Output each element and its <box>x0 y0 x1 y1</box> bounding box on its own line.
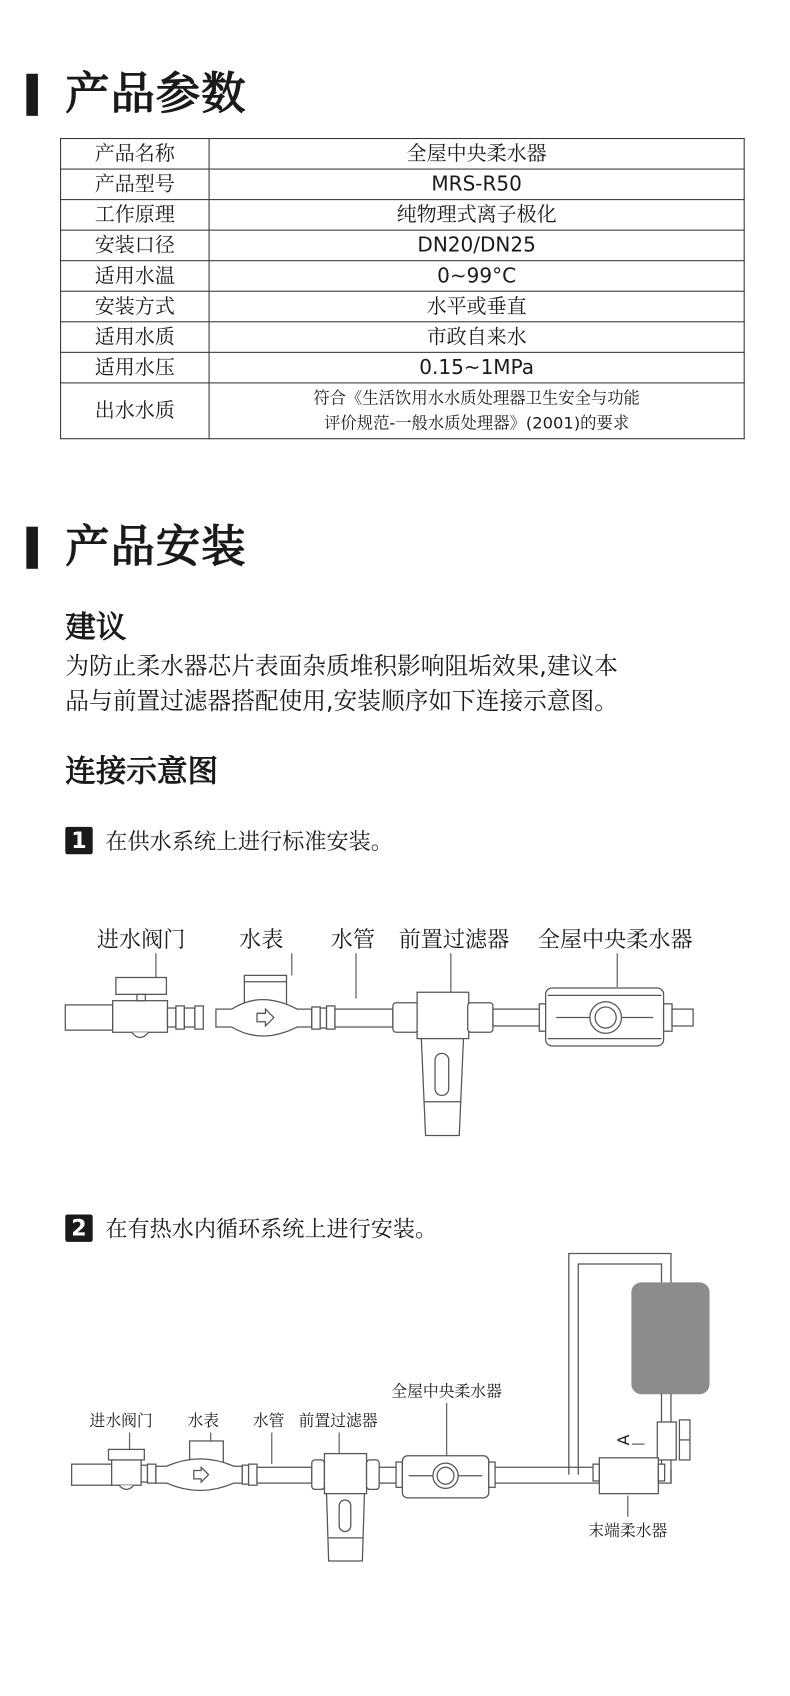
end-softener-icon <box>593 1458 665 1494</box>
softener-icon <box>539 988 693 1046</box>
label-prefilter: 前置过滤器 <box>298 1411 378 1431</box>
param-value: 全屋中央柔水器 <box>209 139 744 170</box>
param-value: 纯物理式离子极化 <box>209 200 744 231</box>
label-softener: 全屋中央柔水器 <box>391 1381 502 1401</box>
label-meter: 水表 <box>239 926 284 953</box>
param-value: DN20/DN25 <box>209 230 744 261</box>
diagram-title: 连接示意图 <box>65 753 219 789</box>
step-text: 在有热水内循环系统上进行安装。 <box>105 1216 438 1242</box>
advice-title: 建议 <box>65 608 127 645</box>
param-value-line: 符合《生活饮用水水质处理器卫生安全与功能 <box>313 388 640 408</box>
label-prefilter: 前置过滤器 <box>398 926 510 953</box>
param-key: 出水水质 <box>61 383 210 439</box>
step-number-badge: 2 <box>65 1215 92 1242</box>
param-key: 产品名称 <box>61 139 210 170</box>
water-pipe <box>335 1009 393 1027</box>
param-value: 水平或垂直 <box>209 291 744 322</box>
param-value: 0.15~1MPa <box>209 352 744 383</box>
softener-icon <box>396 1456 495 1498</box>
param-key: 安装方式 <box>61 291 210 322</box>
install-title: 产品安装 <box>65 520 247 572</box>
param-value: 市政自来水 <box>209 322 744 353</box>
param-value-line: 评价规范-一般水质处理器》(2001)的要求 <box>324 413 630 433</box>
step-text: 在供水系统上进行标准安装。 <box>105 828 393 855</box>
label-end-softener: 末端柔水器 <box>588 1521 668 1540</box>
water-heater-icon <box>632 1283 709 1394</box>
valve-icon <box>657 1420 690 1460</box>
label-meter: 水表 <box>187 1411 220 1431</box>
diagram-1 <box>65 953 693 1135</box>
params-title: 产品参数 <box>65 67 247 120</box>
label-pipe: 水管 <box>330 926 375 953</box>
water-meter-icon <box>156 1441 257 1491</box>
param-value: 0~99°C <box>209 261 744 292</box>
param-key: 适用水温 <box>61 261 210 292</box>
param-key: 适用水压 <box>61 352 210 383</box>
label-softener: 全屋中央柔水器 <box>537 926 693 953</box>
advice-line: 品与前置过滤器搭配使用,安装顺序如下连接示意图。 <box>65 687 618 716</box>
step-number-badge: 1 <box>65 827 92 854</box>
param-value: MRS-R50 <box>209 169 744 200</box>
param-key: 适用水质 <box>61 322 210 353</box>
label-valve: 进水阀门 <box>89 1411 153 1431</box>
param-key: 安装口径 <box>61 230 210 261</box>
label-a: A <box>614 1434 634 1446</box>
valve-icon <box>65 977 203 1037</box>
label-pipe: 水管 <box>252 1411 285 1431</box>
param-key: 产品型号 <box>61 169 210 200</box>
param-key: 工作原理 <box>61 200 210 231</box>
water-meter-icon <box>216 975 335 1036</box>
diagram-2 <box>72 1253 709 1561</box>
label-valve: 进水阀门 <box>96 926 186 953</box>
prefilter-icon <box>312 1454 379 1561</box>
valve-icon <box>72 1449 156 1489</box>
advice-line: 为防止柔水器芯片表面杂质堆积影响阻垢效果,建议本 <box>65 653 618 681</box>
prefilter-icon <box>393 992 493 1135</box>
